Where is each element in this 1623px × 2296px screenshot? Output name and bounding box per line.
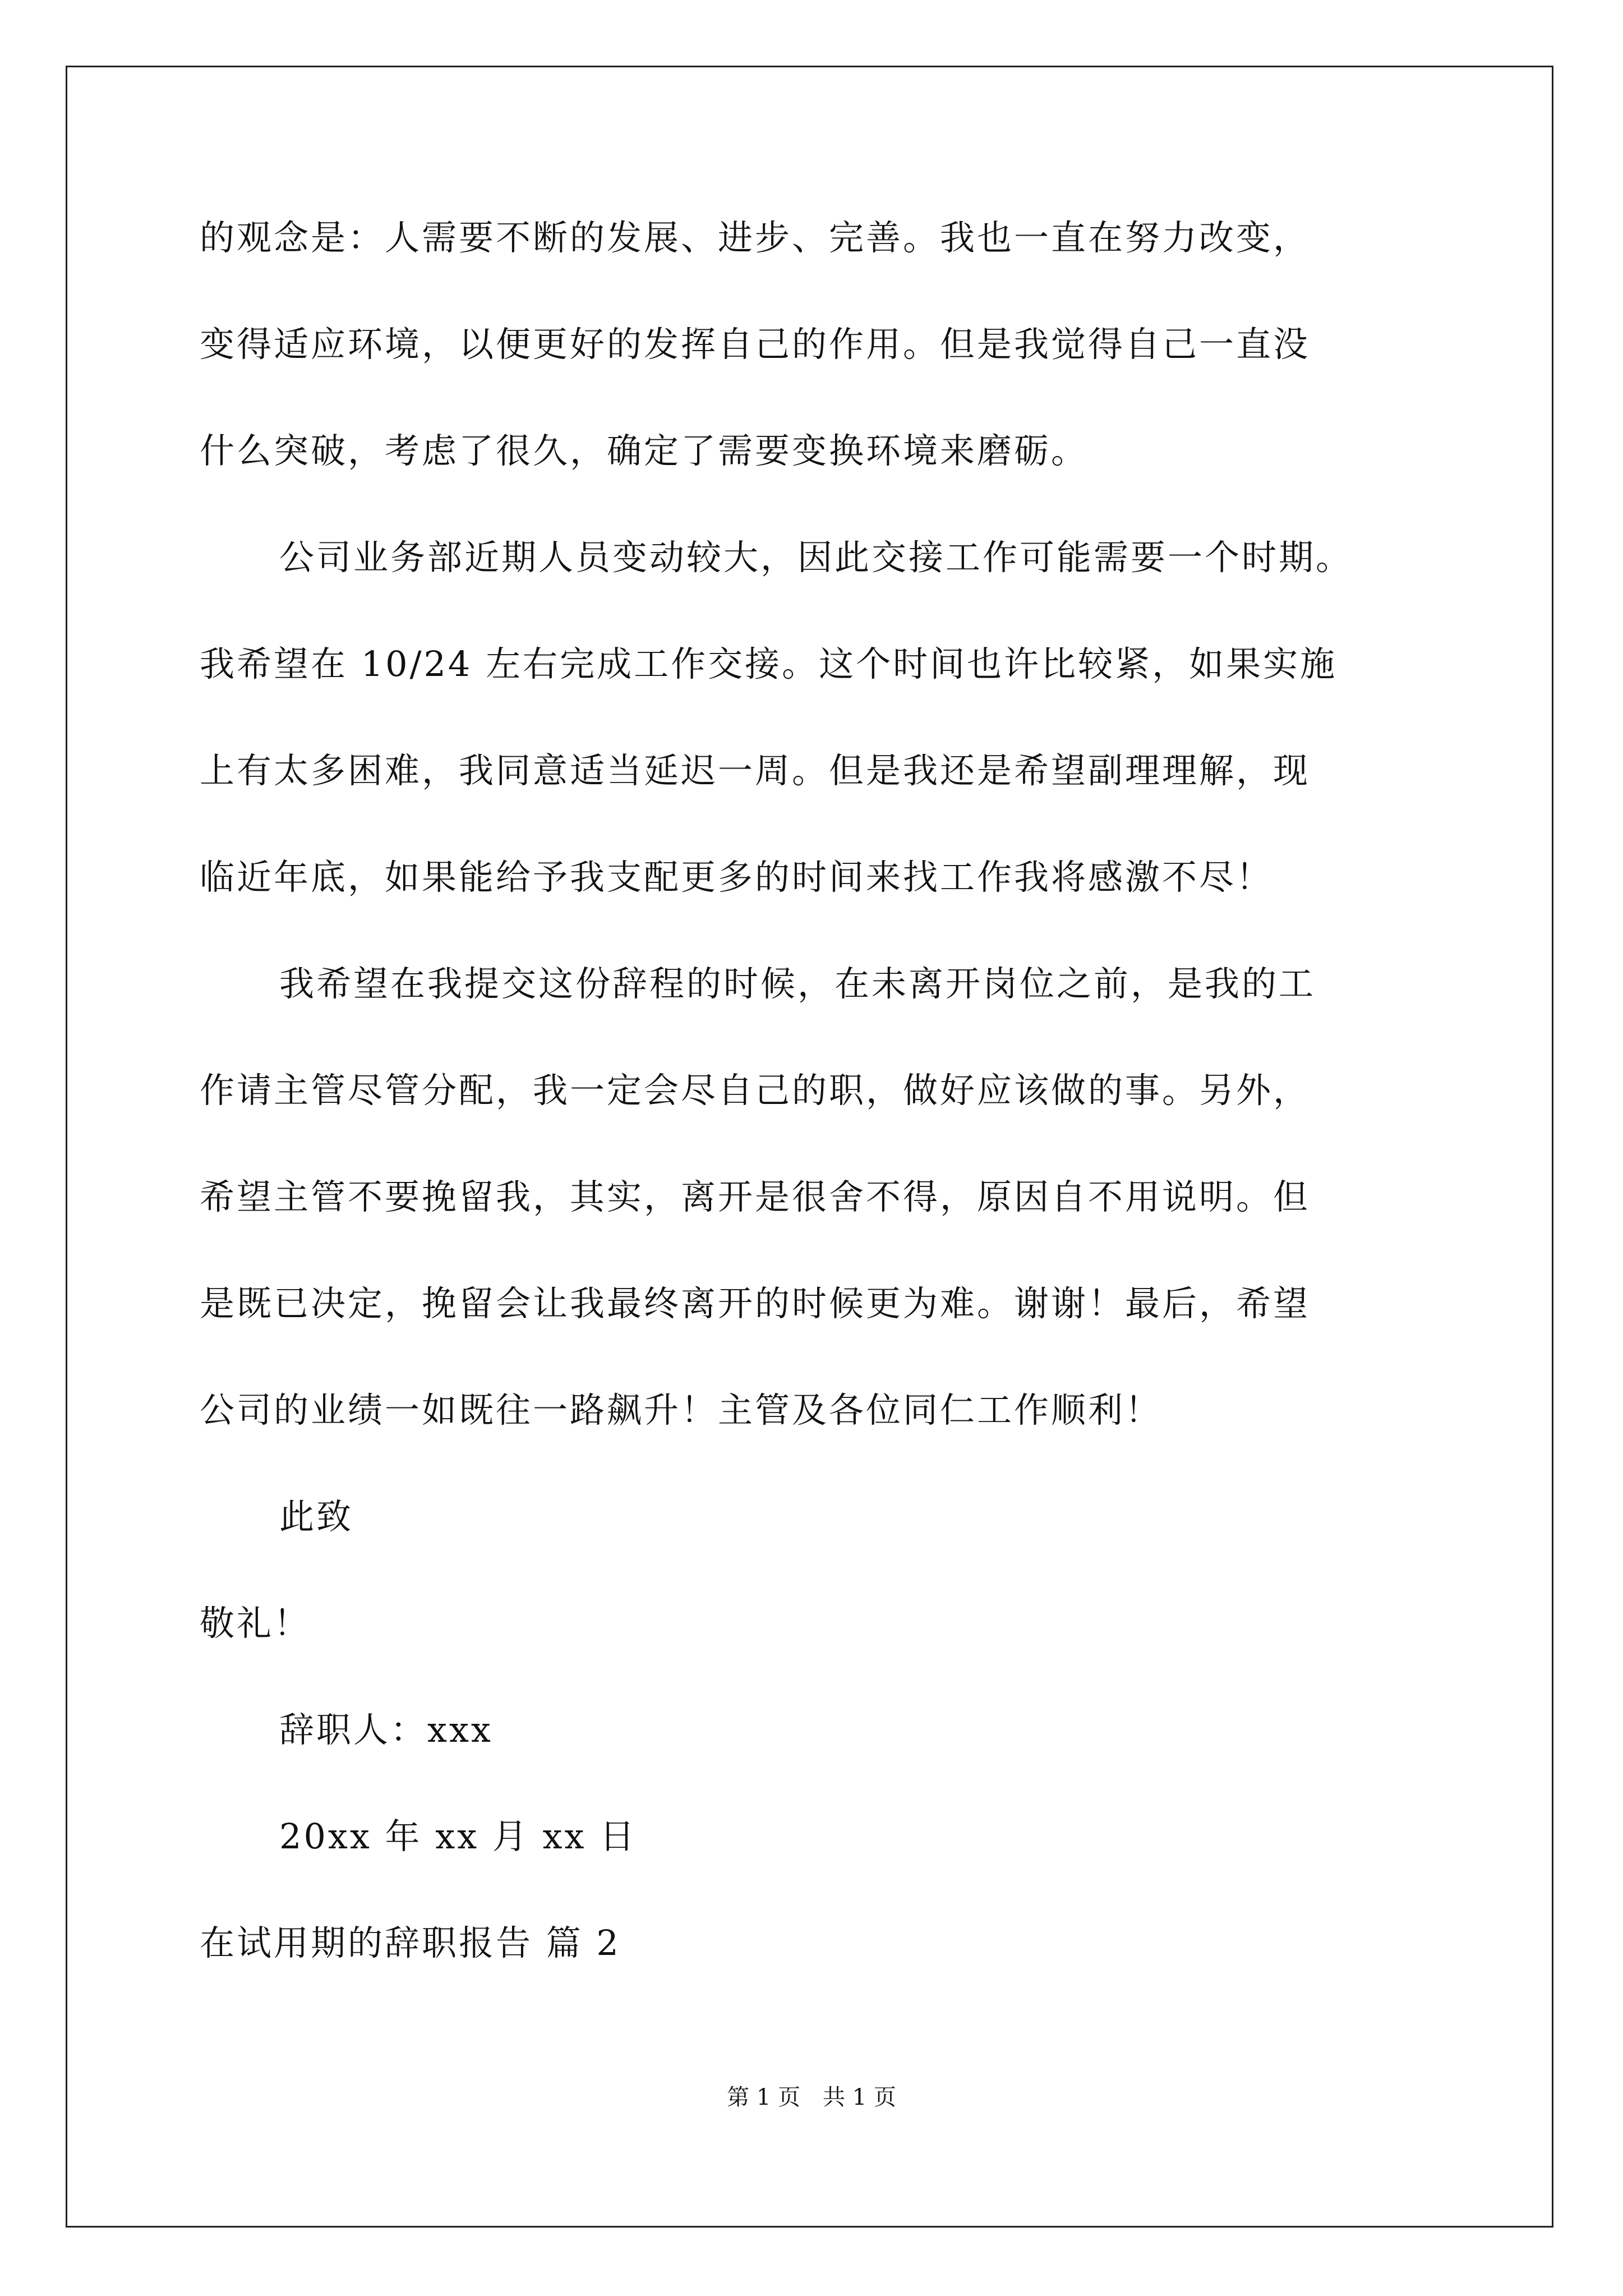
- body-line-3: 什么突破，考虑了很久，确定了需要变换环境来磨砺。: [200, 430, 1089, 471]
- next-section-title: 在试用期的辞职报告 篇 2: [200, 1922, 621, 1963]
- body-line-5: 我希望在 10/24 左右完成工作交接。这个时间也许比较紧，如果实施: [200, 643, 1338, 684]
- body-line-2: 变得适应环境，以便更好的发挥自己的作用。但是我觉得自己一直没: [200, 324, 1311, 365]
- body-line-10: 希望主管不要挽留我，其实，离开是很舍不得，原因自不用说明。但: [200, 1176, 1311, 1217]
- page-number: 第 1 页: [727, 2085, 800, 2110]
- body-line-11: 是既已决定，挽留会让我最终离开的时候更为难。谢谢！最后，希望: [200, 1283, 1311, 1324]
- body-line-4: 公司业务部近期人员变动较大，因此交接工作可能需要一个时期。: [279, 537, 1353, 578]
- date-text: 20xx 年 xx 月 xx 日: [279, 1816, 637, 1857]
- body-line-6: 上有太多困难，我同意适当延迟一周。但是我还是希望副理理解，现: [200, 750, 1311, 791]
- body-line-12: 公司的业绩一如既往一路飙升！主管及各位同仁工作顺利！: [200, 1389, 1163, 1430]
- page-footer: [0, 2083, 1623, 2111]
- body-line-7: 临近年底，如果能给予我支配更多的时间来找工作我将感激不尽！: [200, 857, 1274, 898]
- closing-text: 此致: [279, 1496, 354, 1537]
- page-total: 共 1 页: [823, 2085, 896, 2110]
- body-line-1: 的观念是：人需要不断的发展、进步、完善。我也一直在努力改变，: [200, 217, 1311, 258]
- page-border: [66, 66, 1553, 2228]
- salute-text: 敬礼！: [200, 1603, 311, 1644]
- body-line-8: 我希望在我提交这份辞程的时候，在未离开岗位之前，是我的工: [279, 963, 1316, 1004]
- body-line-9: 作请主管尽管分配，我一定会尽自己的职，做好应该做的事。另外，: [200, 1070, 1311, 1111]
- signer-text: 辞职人：xxx: [279, 1709, 493, 1750]
